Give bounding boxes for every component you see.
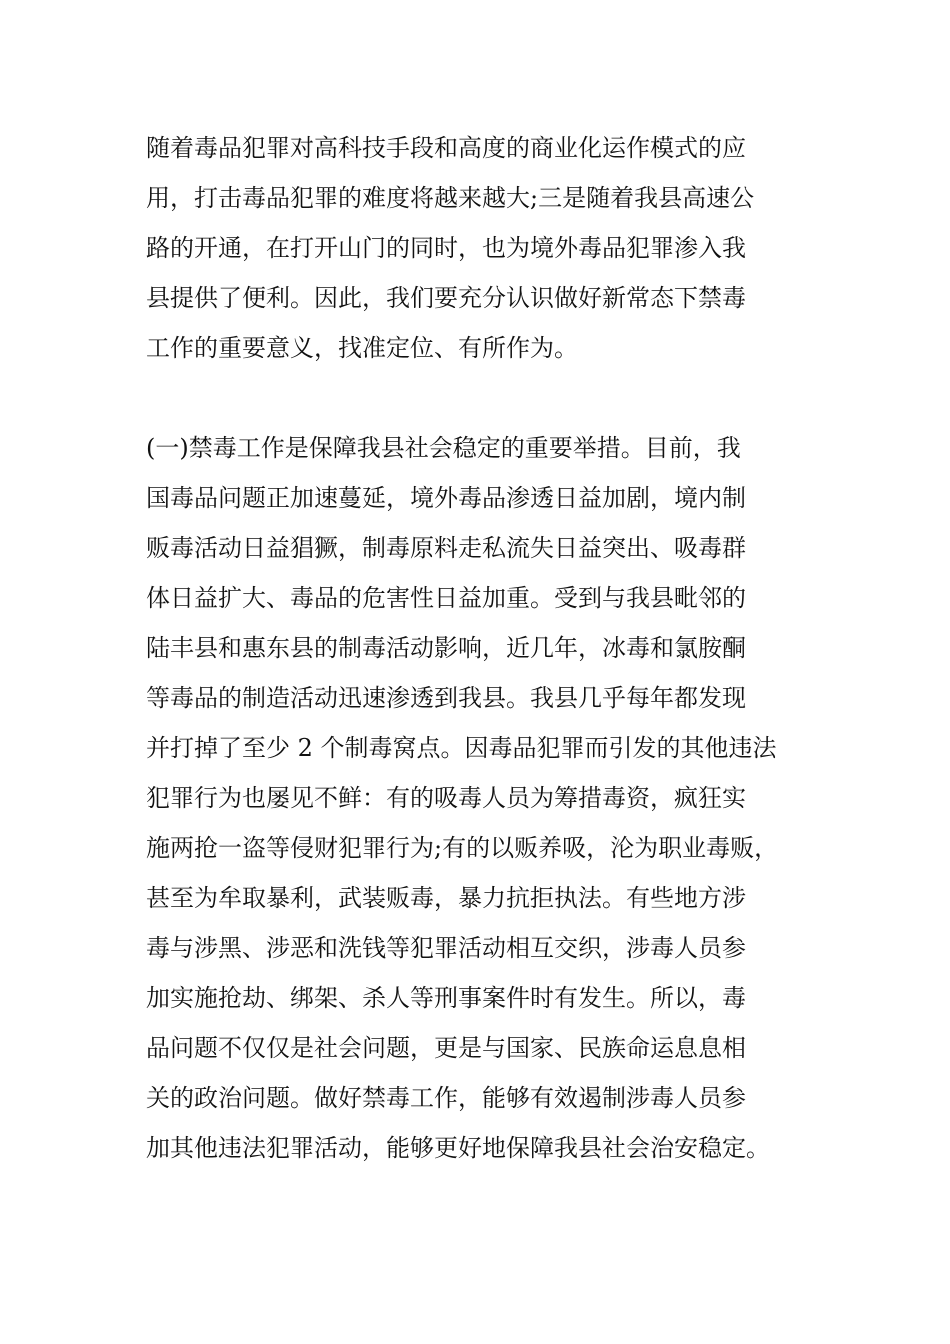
text-line: 体日益扩大、毒品的危害性日益加重。受到与我县毗邻的 [146, 584, 746, 612]
text-line: 路的开通，在打开山门的同时，也为境外毒品犯罪渗入我 [146, 234, 746, 262]
text-line: 等毒品的制造活动迅速渗透到我县。我县几乎每年都发现 [146, 684, 746, 712]
text-line: 关的政治问题。做好禁毒工作，能够有效遏制涉毒人员参 [146, 1084, 746, 1112]
text-line: 并打掉了至少 2 个制毒窝点。因毒品犯罪而引发的其他违法 [146, 734, 777, 762]
text-line: 施两抢一盗等侵财犯罪行为;有的以贩养吸，沦为职业毒贩， [146, 834, 779, 862]
text-line: 贩毒活动日益猖獗，制毒原料走私流失日益突出、吸毒群 [146, 534, 746, 562]
text-line: 毒与涉黑、涉恶和洗钱等犯罪活动相互交织，涉毒人员参 [146, 934, 746, 962]
text-line: 甚至为牟取暴利，武装贩毒，暴力抗拒执法。有些地方涉 [146, 884, 746, 912]
text-line: 县提供了便利。因此，我们要充分认识做好新常态下禁毒 [146, 284, 746, 312]
text-line: 工作的重要意义，找准定位、有所作为。 [146, 334, 578, 362]
text-line: 品问题不仅仅是社会问题，更是与国家、民族命运息息相 [146, 1034, 746, 1062]
text-line: (一)禁毒工作是保障我县社会稳定的重要举措。目前，我 [146, 434, 741, 462]
text-line: 加其他违法犯罪活动，能够更好地保障我县社会治安稳定。 [146, 1134, 770, 1162]
text-line: 随着毒品犯罪对高科技手段和高度的商业化运作模式的应 [146, 134, 746, 162]
text-line: 犯罪行为也屡见不鲜：有的吸毒人员为筹措毒资，疯狂实 [146, 784, 746, 812]
text-line: 国毒品问题正加速蔓延，境外毒品渗透日益加剧，境内制 [146, 484, 746, 512]
text-line: 用，打击毒品犯罪的难度将越来越大;三是随着我县高速公 [146, 184, 755, 212]
text-line: 加实施抢劫、绑架、杀人等刑事案件时有发生。所以，毒 [146, 984, 746, 1012]
text-line: 陆丰县和惠东县的制毒活动影响，近几年，冰毒和氯胺酮 [146, 634, 746, 662]
